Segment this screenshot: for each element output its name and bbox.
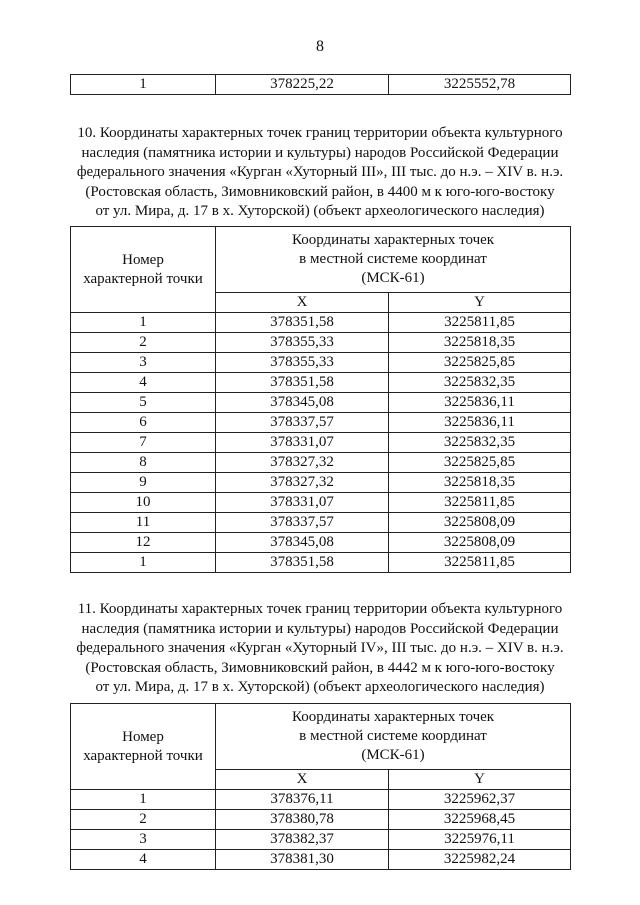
table-row — [71, 75, 571, 95]
table-row — [71, 313, 571, 333]
y-coordinate-cell: 3225982,24 — [389, 850, 571, 870]
y-coordinate-cell: 3225811,85 — [389, 313, 571, 333]
table-row — [71, 433, 571, 453]
table-header-row — [71, 704, 571, 770]
y-header: Y — [389, 293, 571, 313]
section-10-heading — [70, 124, 570, 222]
x-coordinate-cell: 378355,33 — [216, 353, 389, 373]
x-coordinate-cell: 378331,07 — [216, 493, 389, 513]
y-coordinate-cell: 3225976,11 — [389, 830, 571, 850]
heading-line: (Ростовская область, Зимовниковский район, в 4442 м к юго-юго-востоку — [85, 659, 555, 676]
table-row — [71, 790, 571, 810]
y-coordinate-cell: 3225808,09 — [389, 533, 571, 553]
point-number-cell: 2 — [71, 333, 216, 353]
section-10-coordinates-table — [70, 226, 571, 573]
point-number-cell: 1 — [71, 790, 216, 810]
table-row — [71, 553, 571, 573]
x-coordinate-cell: 378351,58 — [216, 373, 389, 393]
x-coordinate-cell: 378327,32 — [216, 453, 389, 473]
y-coordinate-cell: 3225832,35 — [389, 373, 571, 393]
point-number-header — [71, 227, 216, 313]
heading-line: наследия (памятника истории и культуры) народов Российской Федерации — [81, 620, 559, 637]
y-coordinate-cell: 3225836,11 — [389, 413, 571, 433]
point-number-cell: 1 — [71, 553, 216, 573]
table-row — [71, 373, 571, 393]
y-header: Y — [389, 770, 571, 790]
header-line: (МСК-61) — [361, 747, 425, 763]
header-line: Номер — [122, 728, 164, 745]
x-coordinate-cell: 378337,57 — [216, 413, 389, 433]
continued-coordinates-table — [70, 74, 571, 95]
table-header-row — [71, 227, 571, 293]
table-row — [71, 810, 571, 830]
header-line: характерной точки — [83, 747, 203, 764]
x-coordinate-cell: 378380,78 — [216, 810, 389, 830]
table-row — [71, 453, 571, 473]
header-line: Координаты характерных точек — [291, 709, 495, 725]
y-coordinate-cell: 3225811,85 — [389, 553, 571, 573]
point-number-cell: 10 — [71, 493, 216, 513]
table-row — [71, 533, 571, 553]
x-coordinate-cell: 378355,33 — [216, 333, 389, 353]
x-coordinate-cell: 378351,58 — [216, 553, 389, 573]
x-coordinate-cell: 378381,30 — [216, 850, 389, 870]
x-coordinate-cell: 378337,57 — [216, 513, 389, 533]
heading-line: 11. Координаты характерных точек границ территории объекта культурного — [77, 601, 563, 617]
table-row — [71, 473, 571, 493]
point-number-cell: 1 — [71, 75, 216, 95]
table-row — [71, 353, 571, 373]
point-number-cell: 12 — [71, 533, 216, 553]
y-coordinate-cell: 3225552,78 — [389, 75, 571, 95]
x-coordinate-cell: 378382,37 — [216, 830, 389, 850]
point-number-cell: 5 — [71, 393, 216, 413]
x-coordinate-cell: 378345,08 — [216, 393, 389, 413]
header-line: Координаты характерных точек — [291, 232, 495, 248]
heading-line: (Ростовская область, Зимовниковский район, в 4400 м к юго-юго-востоку — [85, 183, 555, 200]
coordinates-header — [216, 704, 571, 770]
heading-line: федерального значения «Курган «Хуторный IV», III тыс. до н.э. – XIV в. н.э. — [76, 640, 564, 656]
y-coordinate-cell: 3225818,35 — [389, 333, 571, 353]
heading-line: наследия (памятника истории и культуры) народов Российской Федерации — [81, 144, 559, 161]
table-row — [71, 413, 571, 433]
table-row — [71, 513, 571, 533]
header-line: Номер — [122, 251, 164, 268]
y-coordinate-cell: 3225836,11 — [389, 393, 571, 413]
x-coordinate-cell: 378225,22 — [216, 75, 389, 95]
x-coordinate-cell: 378345,08 — [216, 533, 389, 553]
y-coordinate-cell: 3225825,85 — [389, 353, 571, 373]
y-coordinate-cell: 3225818,35 — [389, 473, 571, 493]
point-number-cell: 1 — [71, 313, 216, 333]
section-11-coordinates-table — [70, 703, 571, 870]
y-coordinate-cell: 3225811,85 — [389, 493, 571, 513]
point-number-cell: 7 — [71, 433, 216, 453]
x-coordinate-cell: 378351,58 — [216, 313, 389, 333]
y-coordinate-cell: 3225825,85 — [389, 453, 571, 473]
point-number-cell: 9 — [71, 473, 216, 493]
x-coordinate-cell: 378376,11 — [216, 790, 389, 810]
coordinates-header — [216, 227, 571, 293]
header-line: характерной точки — [83, 270, 203, 287]
header-line: (МСК-61) — [361, 270, 425, 286]
point-number-header — [71, 704, 216, 790]
heading-line: 10. Координаты характерных точек границ территории объекта культурного — [77, 125, 563, 141]
section-11-heading — [70, 600, 570, 698]
heading-line: от ул. Мира, д. 17 в х. Хуторской) (объект археологического наследия) — [95, 203, 545, 219]
table-row — [71, 493, 571, 513]
x-coordinate-cell: 378331,07 — [216, 433, 389, 453]
heading-line: от ул. Мира, д. 17 в х. Хуторской) (объект археологического наследия) — [95, 679, 545, 695]
table-row — [71, 850, 571, 870]
page-number: 8 — [316, 38, 324, 55]
y-coordinate-cell: 3225968,45 — [389, 810, 571, 830]
header-line: в местной системе координат — [299, 251, 487, 267]
x-header: X — [216, 770, 389, 790]
point-number-cell: 2 — [71, 810, 216, 830]
point-number-cell: 3 — [71, 830, 216, 850]
heading-line: федерального значения «Курган «Хуторный III», III тыс. до н.э. – XIV в. н.э. — [76, 164, 564, 180]
point-number-cell: 4 — [71, 850, 216, 870]
y-coordinate-cell: 3225808,09 — [389, 513, 571, 533]
point-number-cell: 3 — [71, 353, 216, 373]
x-header: X — [216, 293, 389, 313]
y-coordinate-cell: 3225962,37 — [389, 790, 571, 810]
point-number-cell: 6 — [71, 413, 216, 433]
point-number-cell: 8 — [71, 453, 216, 473]
x-coordinate-cell: 378327,32 — [216, 473, 389, 493]
y-coordinate-cell: 3225832,35 — [389, 433, 571, 453]
table-row — [71, 333, 571, 353]
header-line: в местной системе координат — [299, 728, 487, 744]
table-row — [71, 393, 571, 413]
point-number-cell: 4 — [71, 373, 216, 393]
point-number-cell: 11 — [71, 513, 216, 533]
table-row — [71, 830, 571, 850]
